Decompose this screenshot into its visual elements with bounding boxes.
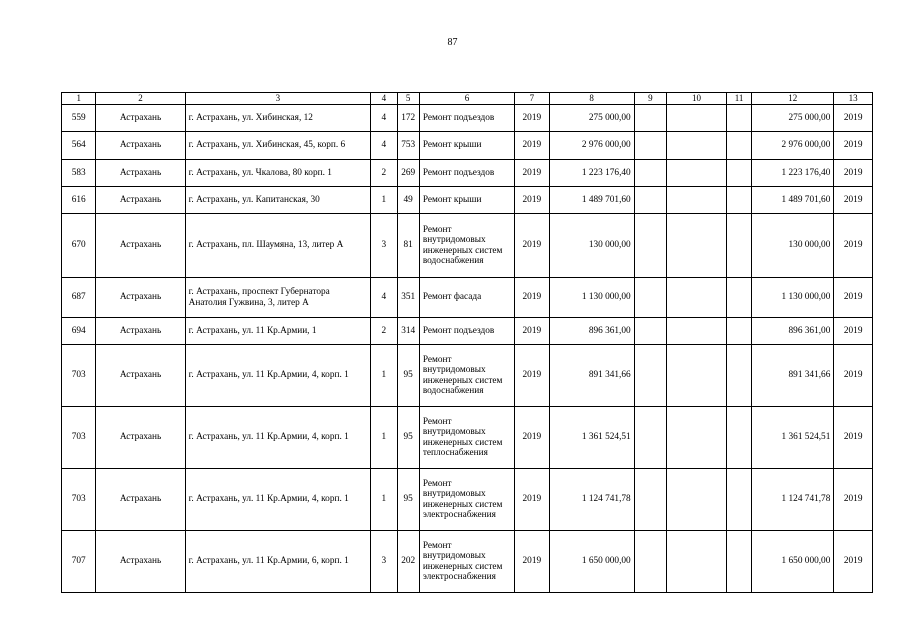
col10-cell bbox=[667, 132, 727, 160]
col9-cell bbox=[634, 318, 666, 345]
column-header-6: 6 bbox=[419, 93, 514, 105]
completion-year-cell: 2019 bbox=[834, 407, 873, 469]
cost-cell: 1 124 741,78 bbox=[549, 469, 634, 531]
cost-cell: 1 223 176,40 bbox=[549, 160, 634, 187]
year-cell: 2019 bbox=[515, 469, 549, 531]
total-cost-cell: 1 650 000,00 bbox=[752, 531, 834, 593]
row-number-cell: 703 bbox=[62, 407, 96, 469]
col9-cell bbox=[634, 187, 666, 214]
repair-schedule-table bbox=[61, 92, 873, 593]
col10-cell bbox=[667, 214, 727, 278]
completion-year-cell: 2019 bbox=[834, 214, 873, 278]
column-header-1: 1 bbox=[62, 93, 96, 105]
header-row bbox=[62, 93, 873, 105]
address-cell: г. Астрахань, пл. Шаумяна, 13, литер А bbox=[185, 214, 371, 278]
cost-cell: 1 130 000,00 bbox=[549, 278, 634, 318]
column-header-10: 10 bbox=[667, 93, 727, 105]
year-cell: 2019 bbox=[515, 345, 549, 407]
address-cell: г. Астрахань, ул. 11 Кр.Армии, 4, корп. 1 bbox=[185, 407, 371, 469]
completion-year-cell: 2019 bbox=[834, 469, 873, 531]
city-cell: Астрахань bbox=[96, 531, 185, 593]
cost-cell: 896 361,00 bbox=[549, 318, 634, 345]
apartments-cell: 314 bbox=[397, 318, 419, 345]
floors-cell: 1 bbox=[371, 345, 397, 407]
cost-cell: 1 650 000,00 bbox=[549, 531, 634, 593]
col9-cell bbox=[634, 105, 666, 132]
cost-cell: 1 361 524,51 bbox=[549, 407, 634, 469]
city-cell: Астрахань bbox=[96, 345, 185, 407]
col10-cell bbox=[667, 187, 727, 214]
city-cell: Астрахань bbox=[96, 469, 185, 531]
cost-cell: 130 000,00 bbox=[549, 214, 634, 278]
total-cost-cell: 1 361 524,51 bbox=[752, 407, 834, 469]
table-row bbox=[62, 132, 873, 160]
work-type-cell: Ремонт крыши bbox=[419, 187, 514, 214]
row-number-cell: 616 bbox=[62, 187, 96, 214]
work-type-cell: Ремонт фасада bbox=[419, 278, 514, 318]
work-type-cell: Ремонт внутридомовых инженерных систем водоснабжения bbox=[419, 214, 514, 278]
address-cell: г. Астрахань, ул. Хибинская, 12 bbox=[185, 105, 371, 132]
city-cell: Астрахань bbox=[96, 160, 185, 187]
year-cell: 2019 bbox=[515, 132, 549, 160]
col11-cell bbox=[726, 469, 751, 531]
floors-cell: 3 bbox=[371, 531, 397, 593]
work-type-cell: Ремонт внутридомовых инженерных систем электроснабжения bbox=[419, 531, 514, 593]
table-body bbox=[62, 105, 873, 593]
apartments-cell: 202 bbox=[397, 531, 419, 593]
completion-year-cell: 2019 bbox=[834, 132, 873, 160]
col9-cell bbox=[634, 132, 666, 160]
total-cost-cell: 130 000,00 bbox=[752, 214, 834, 278]
table-row bbox=[62, 278, 873, 318]
year-cell: 2019 bbox=[515, 278, 549, 318]
city-cell: Астрахань bbox=[96, 187, 185, 214]
total-cost-cell: 1 124 741,78 bbox=[752, 469, 834, 531]
row-number-cell: 694 bbox=[62, 318, 96, 345]
row-number-cell: 707 bbox=[62, 531, 96, 593]
table-row bbox=[62, 531, 873, 593]
total-cost-cell: 891 341,66 bbox=[752, 345, 834, 407]
city-cell: Астрахань bbox=[96, 105, 185, 132]
year-cell: 2019 bbox=[515, 318, 549, 345]
completion-year-cell: 2019 bbox=[834, 187, 873, 214]
cost-cell: 891 341,66 bbox=[549, 345, 634, 407]
table-row bbox=[62, 105, 873, 132]
table-row bbox=[62, 187, 873, 214]
floors-cell: 4 bbox=[371, 278, 397, 318]
year-cell: 2019 bbox=[515, 187, 549, 214]
column-header-2: 2 bbox=[96, 93, 185, 105]
col10-cell bbox=[667, 407, 727, 469]
column-header-7: 7 bbox=[515, 93, 549, 105]
row-number-cell: 559 bbox=[62, 105, 96, 132]
col11-cell bbox=[726, 407, 751, 469]
address-cell: г. Астрахань, ул. Чкалова, 80 корп. 1 bbox=[185, 160, 371, 187]
floors-cell: 4 bbox=[371, 105, 397, 132]
table-row bbox=[62, 318, 873, 345]
completion-year-cell: 2019 bbox=[834, 345, 873, 407]
col9-cell bbox=[634, 531, 666, 593]
completion-year-cell: 2019 bbox=[834, 160, 873, 187]
page-number: 87 bbox=[447, 37, 458, 48]
work-type-cell: Ремонт подъездов bbox=[419, 318, 514, 345]
address-cell: г. Астрахань, проспект Губернатора Анатолия Гужвина, 3, литер А bbox=[185, 278, 371, 318]
apartments-cell: 81 bbox=[397, 214, 419, 278]
table-row bbox=[62, 407, 873, 469]
row-number-cell: 687 bbox=[62, 278, 96, 318]
col9-cell bbox=[634, 469, 666, 531]
address-cell: г. Астрахань, ул. Хибинская, 45, корп. 6 bbox=[185, 132, 371, 160]
year-cell: 2019 bbox=[515, 407, 549, 469]
col11-cell bbox=[726, 105, 751, 132]
cost-cell: 1 489 701,60 bbox=[549, 187, 634, 214]
year-cell: 2019 bbox=[515, 531, 549, 593]
total-cost-cell: 896 361,00 bbox=[752, 318, 834, 345]
table-row bbox=[62, 469, 873, 531]
col11-cell bbox=[726, 318, 751, 345]
table-row bbox=[62, 345, 873, 407]
address-cell: г. Астрахань, ул. Капитанская, 30 bbox=[185, 187, 371, 214]
work-type-cell: Ремонт подъездов bbox=[419, 105, 514, 132]
city-cell: Астрахань bbox=[96, 278, 185, 318]
col11-cell bbox=[726, 160, 751, 187]
apartments-cell: 95 bbox=[397, 469, 419, 531]
address-cell: г. Астрахань, ул. 11 Кр.Армии, 1 bbox=[185, 318, 371, 345]
apartments-cell: 95 bbox=[397, 407, 419, 469]
column-header-9: 9 bbox=[634, 93, 666, 105]
completion-year-cell: 2019 bbox=[834, 105, 873, 132]
column-header-13: 13 bbox=[834, 93, 873, 105]
floors-cell: 3 bbox=[371, 214, 397, 278]
row-number-cell: 670 bbox=[62, 214, 96, 278]
total-cost-cell: 275 000,00 bbox=[752, 105, 834, 132]
address-cell: г. Астрахань, ул. 11 Кр.Армии, 4, корп. 1 bbox=[185, 345, 371, 407]
total-cost-cell: 1 223 176,40 bbox=[752, 160, 834, 187]
column-header-5: 5 bbox=[397, 93, 419, 105]
floors-cell: 2 bbox=[371, 160, 397, 187]
year-cell: 2019 bbox=[515, 105, 549, 132]
table-row bbox=[62, 160, 873, 187]
completion-year-cell: 2019 bbox=[834, 531, 873, 593]
apartments-cell: 49 bbox=[397, 187, 419, 214]
work-type-cell: Ремонт крыши bbox=[419, 132, 514, 160]
floors-cell: 1 bbox=[371, 187, 397, 214]
row-number-cell: 583 bbox=[62, 160, 96, 187]
col10-cell bbox=[667, 278, 727, 318]
col11-cell bbox=[726, 345, 751, 407]
floors-cell: 1 bbox=[371, 407, 397, 469]
completion-year-cell: 2019 bbox=[834, 318, 873, 345]
completion-year-cell: 2019 bbox=[834, 278, 873, 318]
work-type-cell: Ремонт внутридомовых инженерных систем электроснабжения bbox=[419, 469, 514, 531]
city-cell: Астрахань bbox=[96, 132, 185, 160]
floors-cell: 2 bbox=[371, 318, 397, 345]
column-header-11: 11 bbox=[726, 93, 751, 105]
col10-cell bbox=[667, 160, 727, 187]
col10-cell bbox=[667, 105, 727, 132]
col10-cell bbox=[667, 531, 727, 593]
row-number-cell: 703 bbox=[62, 345, 96, 407]
apartments-cell: 269 bbox=[397, 160, 419, 187]
work-type-cell: Ремонт подъездов bbox=[419, 160, 514, 187]
city-cell: Астрахань bbox=[96, 407, 185, 469]
col11-cell bbox=[726, 214, 751, 278]
col9-cell bbox=[634, 345, 666, 407]
address-cell: г. Астрахань, ул. 11 Кр.Армии, 4, корп. 1 bbox=[185, 469, 371, 531]
city-cell: Астрахань bbox=[96, 214, 185, 278]
work-type-cell: Ремонт внутридомовых инженерных систем водоснабжения bbox=[419, 345, 514, 407]
column-header-3: 3 bbox=[185, 93, 371, 105]
apartments-cell: 753 bbox=[397, 132, 419, 160]
col10-cell bbox=[667, 469, 727, 531]
floors-cell: 4 bbox=[371, 132, 397, 160]
col11-cell bbox=[726, 187, 751, 214]
year-cell: 2019 bbox=[515, 214, 549, 278]
column-header-8: 8 bbox=[549, 93, 634, 105]
apartments-cell: 172 bbox=[397, 105, 419, 132]
apartments-cell: 351 bbox=[397, 278, 419, 318]
col10-cell bbox=[667, 318, 727, 345]
total-cost-cell: 2 976 000,00 bbox=[752, 132, 834, 160]
apartments-cell: 95 bbox=[397, 345, 419, 407]
address-cell: г. Астрахань, ул. 11 Кр.Армии, 6, корп. 1 bbox=[185, 531, 371, 593]
table-row bbox=[62, 214, 873, 278]
work-type-cell: Ремонт внутридомовых инженерных систем теплоснабжения bbox=[419, 407, 514, 469]
col9-cell bbox=[634, 214, 666, 278]
col11-cell bbox=[726, 531, 751, 593]
row-number-cell: 564 bbox=[62, 132, 96, 160]
total-cost-cell: 1 130 000,00 bbox=[752, 278, 834, 318]
col9-cell bbox=[634, 278, 666, 318]
col11-cell bbox=[726, 132, 751, 160]
city-cell: Астрахань bbox=[96, 318, 185, 345]
column-header-12: 12 bbox=[752, 93, 834, 105]
total-cost-cell: 1 489 701,60 bbox=[752, 187, 834, 214]
cost-cell: 275 000,00 bbox=[549, 105, 634, 132]
col11-cell bbox=[726, 278, 751, 318]
col9-cell bbox=[634, 407, 666, 469]
floors-cell: 1 bbox=[371, 469, 397, 531]
row-number-cell: 703 bbox=[62, 469, 96, 531]
cost-cell: 2 976 000,00 bbox=[549, 132, 634, 160]
column-header-4: 4 bbox=[371, 93, 397, 105]
col9-cell bbox=[634, 160, 666, 187]
year-cell: 2019 bbox=[515, 160, 549, 187]
col10-cell bbox=[667, 345, 727, 407]
